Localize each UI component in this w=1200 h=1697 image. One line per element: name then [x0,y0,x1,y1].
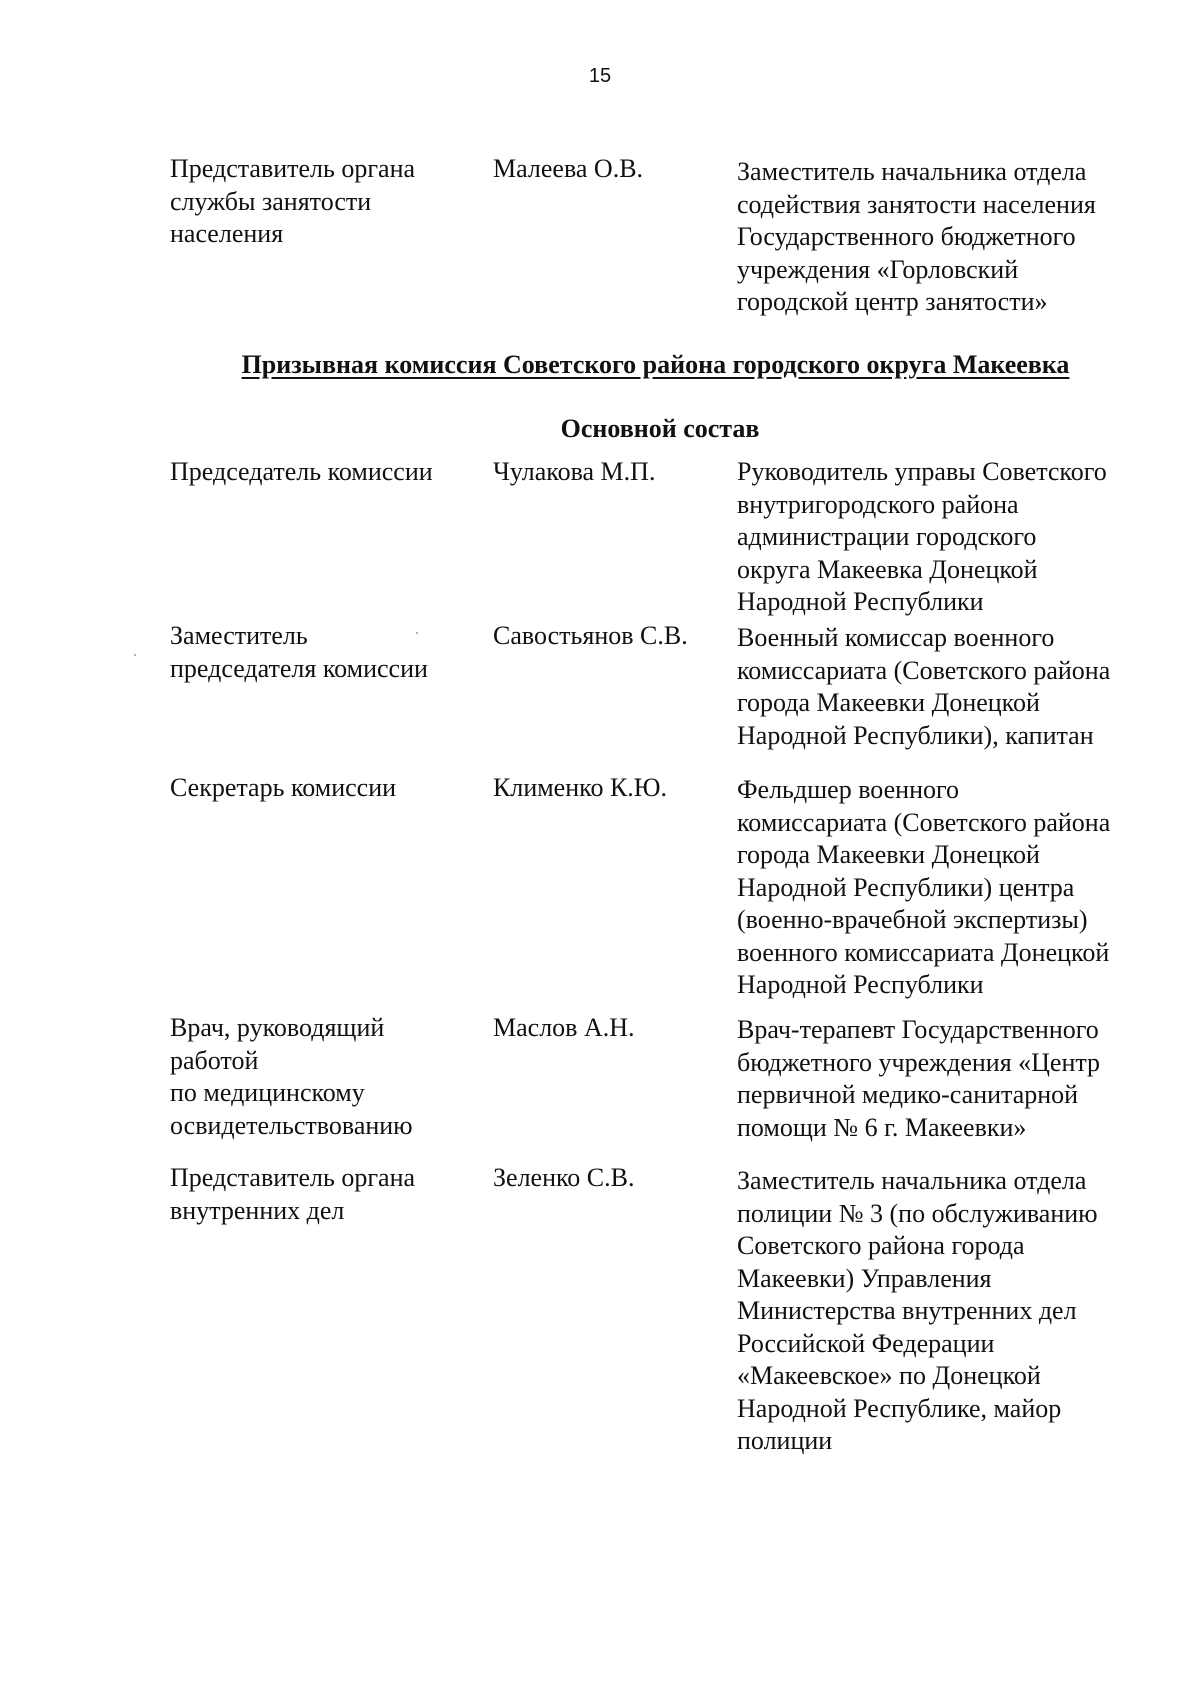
member-role: Представитель органа службы занятости населения [170,154,416,248]
member-name: Чулакова М.П. [493,457,656,486]
member-role: Председатель комиссии [170,457,433,486]
scan-speck [134,654,136,656]
member-role: Секретарь комиссии [170,773,397,802]
scan-speck [416,632,418,634]
member-position: Врач-терапевт Государственного бюджетного учреждения «Центр первичной медико-санитарной помощи № 6 г. Макеевки» [737,1015,1101,1142]
member-role: Врач, руководящий работой по медицинскому освидетельствованию [170,1013,413,1140]
member-name: Савостьянов С.В. [493,621,688,650]
member-role: Представитель органа внутренних дел [170,1163,416,1225]
member-position: Заместитель начальника отдела содействия занятости населения Государственного бюджетного учреждения «Горловский городской центр занятости» [737,157,1096,316]
member-position: Заместитель начальника отдела полиции № 3 (по обслуживанию Советского района города Макеевки) Управления Министерства внутренних дел Российской Федерации «Макеевское» по Донецкой Народной Республике, майор полиции [737,1166,1098,1455]
subsection-title: Основной состав [560,414,760,443]
section-title: Призывная комиссия Советского района городского округа Макеевка [241,350,1070,379]
member-position: Руководитель управы Советского внутригородского района администрации городского округа Макеевка Донецкой Народной Республики [737,457,1107,616]
member-name: Клименко К.Ю. [493,773,668,802]
member-position: Фельдшер военного комиссариата (Советского района города Макеевки Донецкой Народной Республики) центра (военно-врачебной экспертизы) военного комиссариата Донецкой Народной Республики [737,775,1111,999]
member-role: Заместитель председателя комиссии [170,621,428,683]
member-name: Зеленко С.В. [493,1163,635,1192]
member-name: Маслов А.Н. [493,1013,635,1042]
member-position: Военный комиссар военного комиссариата (Советского района города Макеевки Донецкой Народной Республики), капитан [737,623,1111,750]
page-number: 15 [588,65,612,87]
member-name: Малеева О.В. [493,154,644,183]
